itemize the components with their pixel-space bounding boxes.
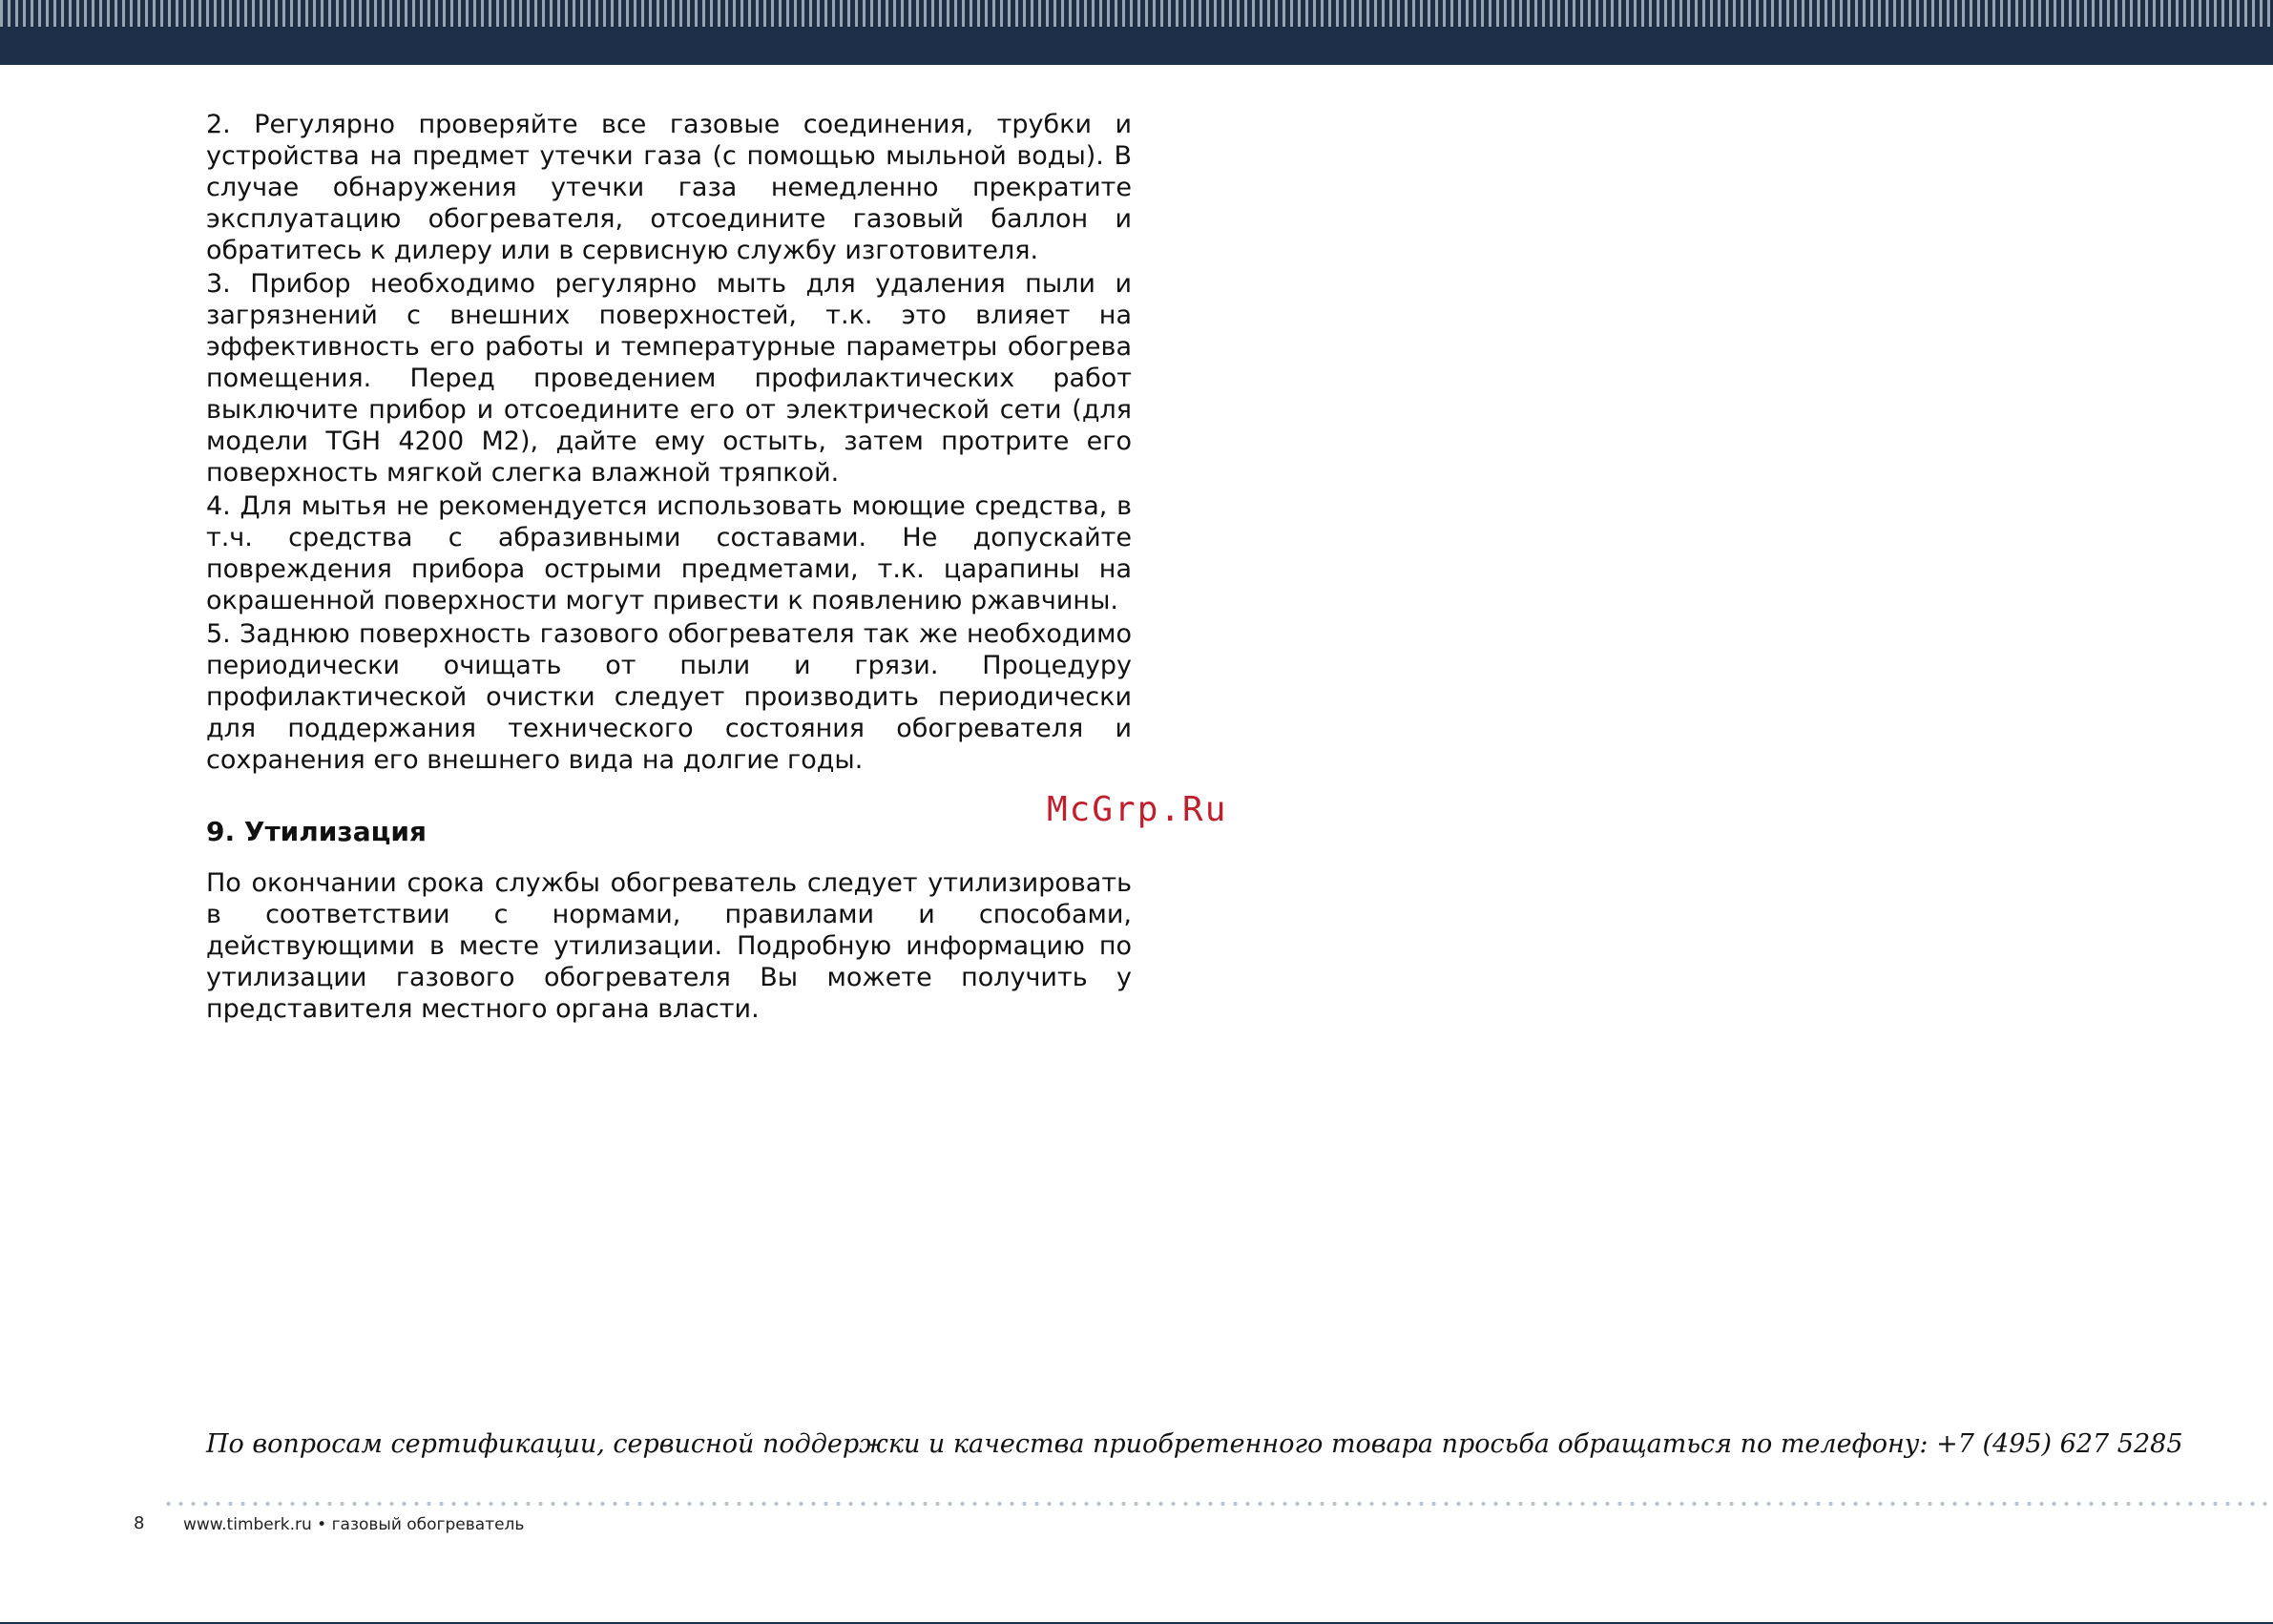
paragraph-2: 2. Регулярно проверяйте все газовые соединения, трубки и устройства на предмет утечки газа (с помощью мыльной воды). В случае обнаружения утечки газа немедленно прекратите эксплуатацию обогревателя, отсоедините газовый баллон и обратитесь к дилеру или в сервисную службу изготовителя. (206, 110, 1132, 265)
paragraph-3: 3. Прибор необходимо регулярно мыть для удаления пыли и загрязнений с внешних поверхностей, т.к. это влияет на эффективность его работы и температурные параметры обогрева помещения. Перед проведением профилактических работ выключите прибор и отсоедините его от электрической сети (для модели TGH 4200 M2), дайте ему остыть, затем протрите его поверхность мягкой слегка влажной тряпкой. (206, 269, 1132, 488)
watermark-logo: McGrp.Ru (1047, 790, 1228, 829)
section-text-disposal: По окончании срока службы обогреватель следует утилизировать в соответствии с нормами, правилами и способами, действующими в месте утилизации. Подробную информацию по утилизации газового обогревателя Вы можете получить у представителя местного органа власти. (206, 868, 1132, 1024)
paragraph-4: 4. Для мытья не рекомендуется использовать моющие средства, в т.ч. средства с абразивными составами. Не допускайте повреждения прибора острыми предметами, т.к. царапины на окрашенной поверхности могут привести к появлению ржавчины. (206, 491, 1132, 615)
paragraph-5: 5. Заднюю поверхность газового обогревателя так же необходимо периодически очищать от пыли и грязи. Процедуру профилактической очистки следует производить периодически для поддержания технического состояния обогревателя и сохранения его внешнего вида на долгие годы. (206, 619, 1132, 775)
footer-dotted-divider (162, 1501, 2273, 1507)
page-number: 8 (134, 1513, 145, 1533)
section-heading-disposal: 9. Утилизация (206, 816, 427, 847)
main-content (206, 109, 1132, 1027)
support-contact-line: По вопросам сертификации, сервисной поддержки и качества приобретенного товара просьба обращаться по телефону: +7 (495) 627 5285 (206, 1429, 2183, 1459)
footer-site-text: www.timberk.ru • газовый обогреватель (183, 1515, 525, 1534)
header-stripe-bar (0, 0, 2273, 65)
